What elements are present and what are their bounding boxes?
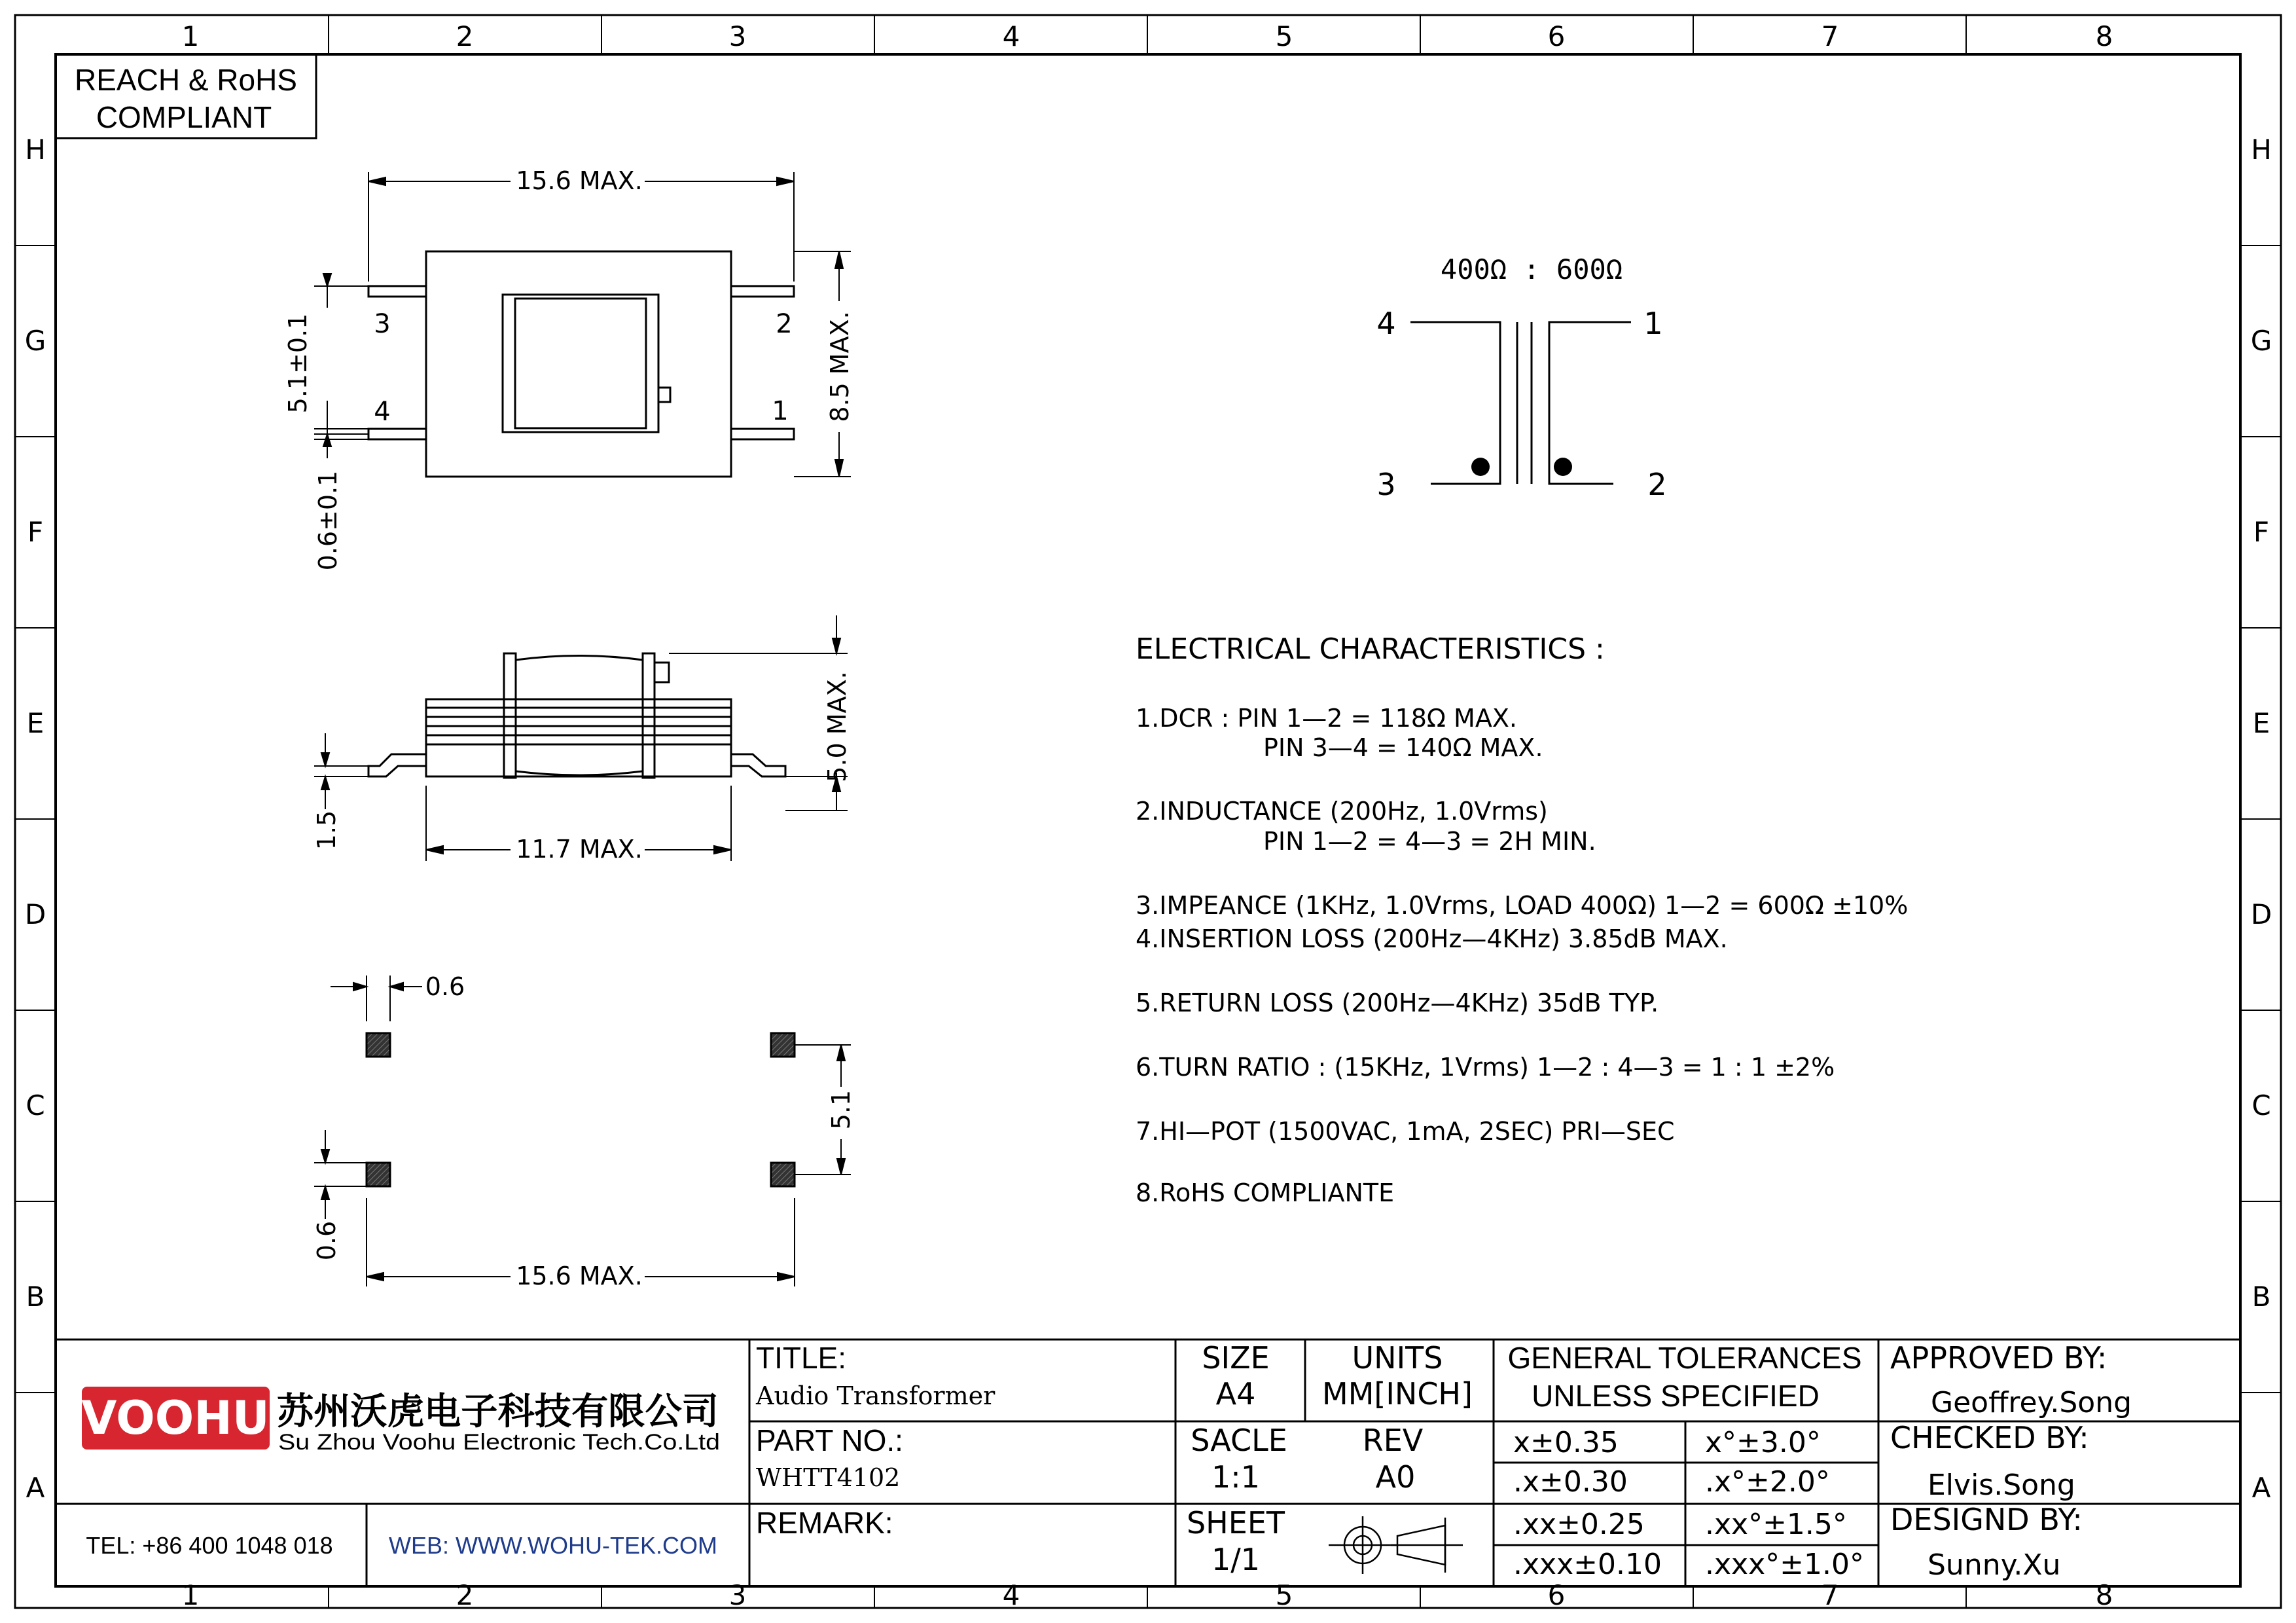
top-core-notch (658, 388, 670, 402)
row-label: G (2250, 325, 2272, 357)
tolerance-cell: x°±3.0° (1705, 1426, 1821, 1459)
column-label: 1 (181, 1579, 200, 1611)
tolerance-cell: .x°±2.0° (1705, 1465, 1830, 1499)
top-view-pin-labels (374, 309, 792, 427)
row-label: B (2251, 1281, 2271, 1313)
tolerance-cell: .xx°±1.5° (1705, 1508, 1847, 1541)
checked-value: Elvis.Song (1928, 1468, 2075, 1502)
side-view (368, 653, 785, 778)
schematic-pin-2: 2 (1647, 467, 1667, 502)
tolerance-cell: .xxx±0.10 (1513, 1548, 1662, 1581)
signature-block (1890, 1340, 2132, 1582)
side-core-right (643, 653, 655, 778)
column-label: 4 (1002, 20, 1020, 52)
compliance-line-2: COMPLIANT (96, 100, 272, 134)
part-no-value: WHTT4102 (756, 1463, 901, 1492)
pad-top-left (367, 1033, 390, 1057)
dim-pad-width: 0.6 (425, 972, 465, 1001)
tolerance-label-1: GENERAL TOLERANCES (1507, 1341, 1862, 1375)
pin-label-1: 1 (772, 396, 789, 426)
row-label: A (26, 1472, 45, 1504)
size-value: A4 (1215, 1376, 1256, 1412)
column-label: 5 (1275, 1579, 1293, 1611)
column-label: 1 (181, 20, 200, 52)
pin-label-2: 2 (776, 309, 793, 339)
row-label: B (26, 1281, 45, 1313)
row-label: D (24, 898, 46, 930)
company-name-en: Su Zhou Voohu Electronic Tech.Co.Ltd (278, 1430, 720, 1455)
polarity-dot-right (1554, 458, 1572, 476)
tolerance-cell: .xx±0.25 (1513, 1508, 1645, 1541)
row-label: A (2251, 1472, 2271, 1504)
row-label: F (2253, 516, 2270, 548)
designed-label: DESIGND BY: (1890, 1502, 2083, 1537)
tolerance-label-2: UNLESS SPECIFIED (1532, 1379, 1820, 1413)
polarity-dot-left (1471, 458, 1490, 476)
electrical-line: 5.RETURN LOSS (200Hz—4KHz) 35dB TYP. (1136, 989, 1659, 1017)
approved-value: Geoffrey.Song (1931, 1386, 2132, 1419)
compliance-line-1: REACH & RoHS (75, 63, 297, 97)
company-logo (81, 1387, 270, 1450)
tolerance-cell: .x±0.30 (1513, 1465, 1628, 1499)
pin-pad-2 (731, 286, 794, 297)
dim-side-standoff: 1.5 (312, 810, 341, 850)
sheet-value: 1/1 (1211, 1542, 1261, 1577)
dim-pad-span: 15.6 MAX. (516, 1262, 643, 1290)
pad-bottom-left (367, 1163, 390, 1186)
pad-top-right (771, 1033, 795, 1057)
pin-pad-4 (368, 429, 426, 439)
electrical-line: PIN 3—4 = 140Ω MAX. (1263, 733, 1543, 762)
column-label: 3 (728, 20, 747, 52)
units-label: UNITS (1352, 1340, 1443, 1376)
column-label: 6 (1547, 20, 1566, 52)
designed-value: Sunny.Xu (1928, 1548, 2061, 1582)
schematic-pin-1: 1 (1643, 306, 1663, 341)
size-label: SIZE (1202, 1340, 1270, 1376)
tolerance-cell: .xxx°±1.0° (1705, 1548, 1864, 1581)
schematic-pin-4: 4 (1376, 306, 1396, 341)
column-label: 2 (456, 1579, 474, 1611)
schematic-pin-3: 3 (1376, 467, 1396, 502)
electrical-line: 1.DCR : PIN 1—2 = 118Ω MAX. (1136, 704, 1517, 733)
tolerance-cell: x±0.35 (1513, 1426, 1619, 1459)
row-label: D (2250, 898, 2272, 930)
top-core-inner (515, 299, 646, 428)
electrical-line: 3.IMPEANCE (1KHz, 1.0Vrms, LOAD 400Ω) 1—2 = 600Ω ±10% (1136, 891, 1909, 920)
row-label: H (25, 134, 46, 166)
schematic-pin-labels (1376, 306, 1666, 502)
electrical-title: ELECTRICAL CHARACTERISTICS : (1136, 632, 1605, 666)
pad-layout (367, 1033, 795, 1186)
compliance-box (56, 54, 316, 138)
title-value: Audio Transformer (756, 1381, 996, 1410)
title-block-meta (1187, 1340, 1473, 1577)
row-label: H (2251, 134, 2272, 166)
scale-label: SACLE (1191, 1423, 1287, 1458)
logo-text: VOOHU (81, 1391, 270, 1445)
column-label: 8 (2095, 1579, 2113, 1611)
sheet-label: SHEET (1186, 1505, 1285, 1541)
electrical-line: PIN 1—2 = 4—3 = 2H MIN. (1263, 827, 1596, 856)
row-label: C (2251, 1089, 2271, 1122)
rev-label: REV (1362, 1423, 1424, 1458)
dim-top-pin-width: 0.6±0.1 (314, 470, 342, 571)
dim-top-height: 8.5 MAX. (825, 311, 854, 422)
column-label: 4 (1002, 1579, 1020, 1611)
side-view-dimensions (314, 615, 848, 861)
top-core-outer (503, 295, 658, 432)
row-label: G (24, 325, 46, 357)
column-label: 3 (728, 1579, 747, 1611)
top-view-dimensions (314, 172, 851, 477)
electrical-line: 6.TURN RATIO : (15KHz, 1Vrms) 1—2 : 4—3 = 1 : 1 ±2% (1136, 1053, 1835, 1082)
electrical-line: 4.INSERTION LOSS (200Hz—4KHz) 3.85dB MAX. (1136, 924, 1728, 953)
company-tel: TEL: +86 400 1048 018 (86, 1532, 333, 1559)
column-label: 6 (1547, 1579, 1566, 1611)
electrical-line: 2.INDUCTANCE (200Hz, 1.0Vrms) (1136, 797, 1548, 826)
pin-label-3: 3 (374, 309, 391, 339)
projection-symbol-icon (1329, 1516, 1463, 1574)
transformer-schematic (1410, 322, 1631, 484)
pin-pad-1 (731, 429, 794, 439)
dim-side-width: 11.7 MAX. (516, 835, 643, 864)
units-value: MM[INCH] (1322, 1376, 1473, 1412)
dim-pad-pitch: 5.1 (827, 1089, 855, 1130)
row-label: C (26, 1089, 45, 1122)
column-label: 7 (1821, 1579, 1839, 1611)
checked-label: CHECKED BY: (1890, 1420, 2089, 1455)
approved-label: APPROVED BY: (1890, 1340, 2108, 1376)
pad-layout-dimensions (314, 976, 851, 1286)
title-block-grid (56, 1340, 2240, 1586)
pin-pad-3 (368, 286, 426, 297)
company-name-cn: 苏州沃虎电子科技有限公司 (277, 1391, 719, 1433)
rev-value: A0 (1375, 1459, 1416, 1495)
row-label: E (2252, 707, 2270, 739)
row-label: F (27, 516, 44, 548)
column-label: 8 (2095, 20, 2113, 52)
part-no-label: PART NO.: (756, 1423, 903, 1457)
column-label: 2 (456, 20, 474, 52)
dim-side-height: 5.0 MAX. (823, 671, 852, 782)
scale-value: 1:1 (1211, 1459, 1261, 1495)
remark-label: REMARK: (756, 1506, 893, 1540)
electrical-line: 7.HI—POT (1500VAC, 1mA, 2SEC) PRI—SEC (1136, 1117, 1675, 1146)
top-view (368, 251, 794, 477)
pin-label-4: 4 (374, 397, 391, 427)
row-label: E (26, 707, 45, 739)
electrical-line: 8.RoHS COMPLIANTE (1136, 1178, 1395, 1207)
pad-bottom-right (771, 1163, 795, 1186)
electrical-characteristics (1136, 632, 1908, 1207)
column-label: 7 (1821, 20, 1839, 52)
dim-pad-height: 0.6 (312, 1220, 341, 1261)
company-web: WEB: WWW.WOHU-TEK.COM (389, 1532, 717, 1559)
schematic-ratio: 400Ω : 600Ω (1440, 253, 1623, 285)
column-label: 5 (1275, 20, 1293, 52)
dim-top-pitch: 5.1±0.1 (283, 313, 312, 414)
top-body (426, 251, 731, 477)
title-label: TITLE: (756, 1341, 847, 1375)
dim-top-width: 15.6 MAX. (516, 166, 643, 195)
side-bobbin (426, 699, 731, 776)
side-core-left (504, 653, 516, 778)
